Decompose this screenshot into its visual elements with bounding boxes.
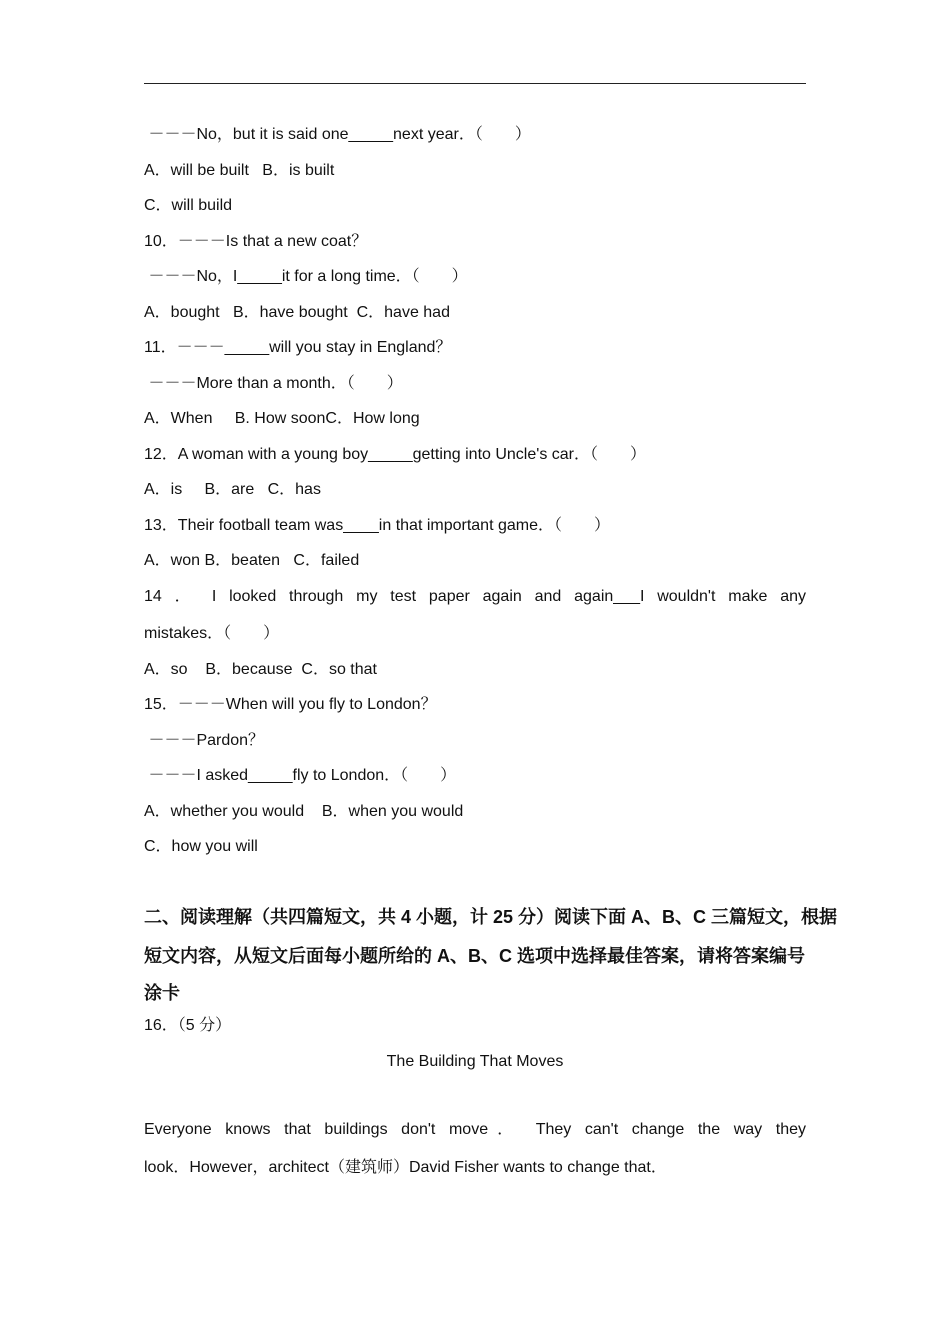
q11-stem: 11．－－－_____will you stay in England？ [144,339,452,356]
q13-stem: 13．Their football team was____in that important game．（ ） [144,517,610,534]
q12-stem: 12．A woman with a young boy_____getting into Uncle's car．（ ） [144,446,646,463]
q12-options: A．is B．are C．has [144,481,321,498]
q14-stem-cont: mistakes．（ ） [144,625,280,642]
q10-options: A．bought B．have bought C．have had [144,304,450,321]
q11-answer-line: －－－More than a month．（ ） [144,375,403,392]
section-heading-line2: 短文内容，从短文后面每小题所给的 A、B、C 选项中选择最佳答案，请将答案编号 [144,946,805,966]
passage-title: The Building That Moves [386,1053,564,1070]
q9-answer-line: －－－No，but it is said one_____next year．（ ） [144,126,531,143]
q10-answer-line: －－－No，I_____it for a long time．（ ） [144,268,468,285]
q15-stem: 15．－－－When will you fly to London？ [144,696,437,713]
q9-options-ab: A．will be built B．is built [144,162,335,179]
passage-paragraph-line1: Everyone knows that buildings don't move． They can't change the way they [144,1121,807,1138]
q15-option-c: C．how you will [144,838,258,855]
q15-options-ab: A．whether you would B．when you would [144,803,464,820]
section-heading-line3: 涂卡 [144,983,180,1003]
q15-pardon-line: －－－Pardon？ [144,732,265,749]
q14-options: A．so B．because C．so that [144,661,377,678]
q16-label: 16．（5 分） [144,1017,232,1034]
section-heading-line1: 二、阅读理解（共四篇短文，共 4 小题，计 25 分）阅读下面 A、B、C 三篇短文，根据 [144,907,838,927]
passage-paragraph-line2: look．However，architect（建筑师）David Fisher wants to change that． [144,1159,667,1176]
q15-answer-line: －－－I asked_____fly to London．（ ） [144,767,457,784]
q13-options: A．won B．beaten C．failed [144,552,360,569]
q10-stem: 10．－－－Is that a new coat？ [144,233,368,250]
q11-options: A．When B. How soonC．How long [144,410,420,427]
q9-option-c: C．will build [144,197,233,214]
q14-stem: 14 ． I looked through my test paper again and again___I wouldn't make any [144,588,806,605]
header-rule [144,83,806,84]
